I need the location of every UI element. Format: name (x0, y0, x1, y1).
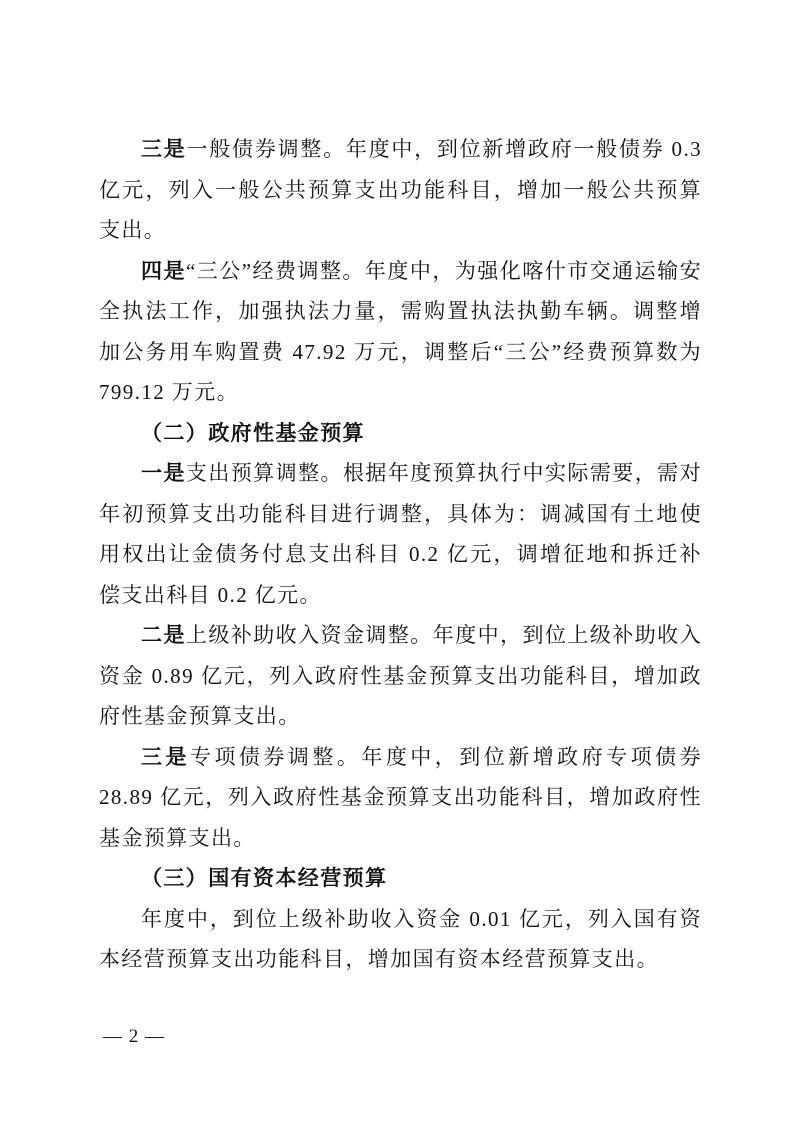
para-lead-sanshi-2: 三是 (141, 744, 190, 769)
para-state-capital-adjustment (99, 899, 702, 980)
para-three-public-expense-adjustment (99, 251, 702, 413)
heading-state-capital-budget: （三）国有资本经营预算 (141, 866, 388, 890)
para-text: “三公”经费调整。年度中，为强化喀什市交通运输安全执法工作，加强执法力量，需购置执法执勤车辆。调整增加公务用车购置费 47.92 万元，调整后“三公”经费预算数为 799.12 万元。 (99, 258, 702, 404)
para-lead-yishi: 一是 (141, 461, 186, 485)
para-text: 一般债券调整。年度中，到位新增政府一般债券 0.3 亿元，列入一般公共预算支出功能科目，增加一般公共预算支出。 (99, 137, 702, 242)
document-body (99, 129, 702, 980)
para-special-bond-adjustment (99, 737, 702, 859)
para-lead-ershi: 二是 (141, 623, 186, 647)
para-text: 支出预算调整。根据年度预算执行中实际需要，需对年初预算支出功能科目进行调整，具体为：调减国有土地使用权出让金债务付息支出科目 0.2 亿元，调增征地和拆迁补偿支出科目 0.2 亿元。 (99, 461, 702, 607)
para-text: 上级补助收入资金调整。年度中，到位上级补助收入资金 0.89 亿元，列入政府性基金预算支出功能科目，增加政府性基金预算支出。 (99, 623, 702, 728)
heading-government-fund-budget: （二）政府性基金预算 (141, 420, 365, 445)
para-superior-subsidy-income-adjustment (99, 615, 702, 737)
para-text: 年度中，到位上级补助收入资金 0.01 亿元，列入国有资本经营预算支出功能科目，增加国有资本经营预算支出。 (99, 906, 702, 971)
para-text: 专项债券调整。年度中，到位新增政府专项债券 28.89 亿元，列入政府性基金预算支出功能科目，增加政府性基金预算支出。 (99, 744, 702, 850)
para-lead-sishi: 四是 (141, 258, 186, 283)
page-number: — 2 — (103, 1026, 165, 1047)
para-general-bond-adjustment (99, 129, 702, 251)
para-lead-sanshi: 三是 (141, 137, 187, 161)
para-expenditure-budget-adjustment (99, 453, 702, 615)
